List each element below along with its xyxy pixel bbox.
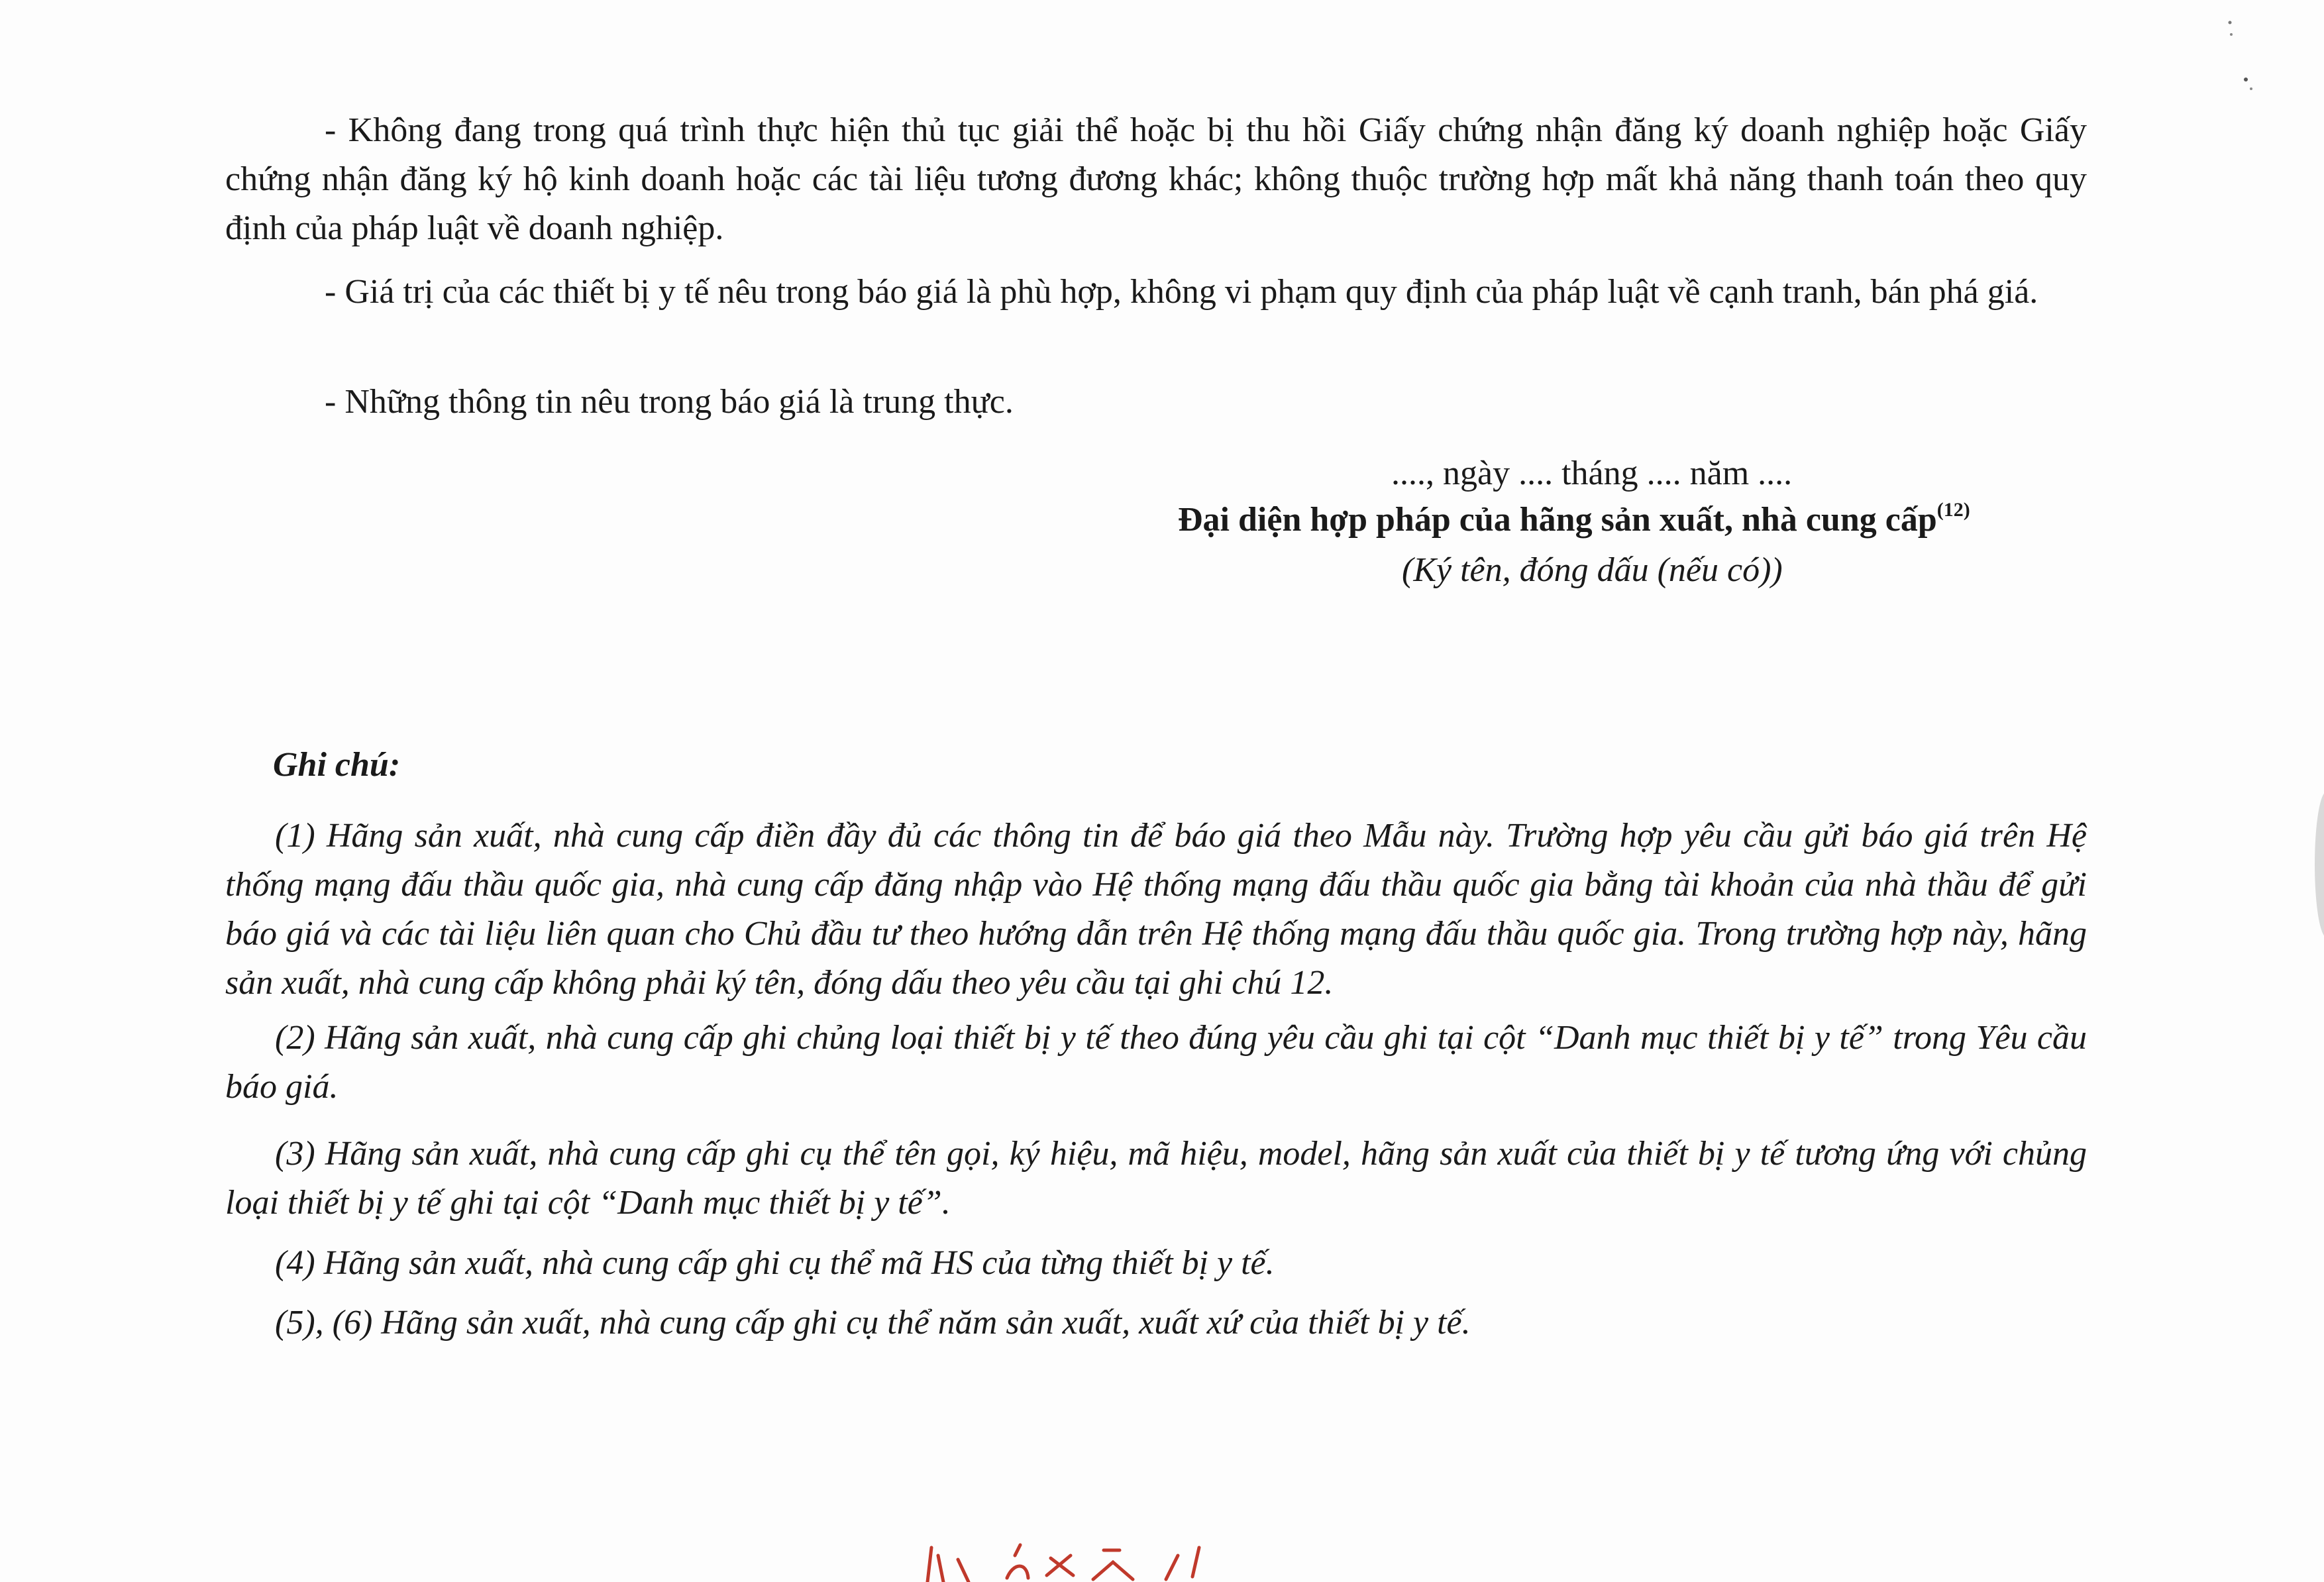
signature-title-text: Đại diện hợp pháp của hãng sản xuất, nhà cung cấp [1178,501,1937,539]
note-item-4: (4) Hãng sản xuất, nhà cung cấp ghi cụ thể mã HS của từng thiết bị y tế. [275,1244,1275,1282]
commitment-truthful: - Những thông tin nêu trong báo giá là trung thực. [325,383,1014,421]
signature-date-line: ...., ngày .... tháng .... năm .... [1391,454,1793,492]
scan-edge-shadow-icon [2304,788,2324,941]
commitment-pricing: - Giá trị của các thiết bị y tế nêu trong báo giá là phù hợp, không vi phạm quy định của pháp luật về cạnh tranh, bán phá giá. [325,273,2038,311]
note-item-3: (3) Hãng sản xuất, nhà cung cấp ghi cụ thể tên gọi, ký hiệu, mã hiệu, model, hãng sản xuất của thiết bị y tế tương ứng với chủng loại thiết bị y tế ghi tại cột “Danh mục thiết bị y tế”. [225,1135,2087,1222]
scan-speck-icon [2225,19,2238,38]
notes-heading: Ghi chú: [273,746,401,784]
note-item-2: (2) Hãng sản xuất, nhà cung cấp ghi chủng loại thiết bị y tế theo đúng yêu cầu ghi tại cột “Danh mục thiết bị y tế” trong Yêu cầu báo giá. [225,1019,2087,1106]
commitment-dissolution: - Không đang trong quá trình thực hiện thủ tục giải thể hoặc bị thu hồi Giấy chứng nhận đăng ký doanh nghiệp hoặc Giấy chứng nhận đăng ký hộ kinh doanh hoặc các tài liệu tương đương khác; không thuộc trường hợp mất khả năng thanh toán theo quy định của pháp luật về doanh nghiệp. [225,111,2087,247]
note-item-1: (1) Hãng sản xuất, nhà cung cấp điền đầy đủ các thông tin để báo giá theo Mẫu này. Trường hợp yêu cầu gửi báo giá trên Hệ thống mạng đấu thầu quốc gia, nhà cung cấp đăng nhập vào Hệ thống mạng đấu thầu quốc gia bằng tài khoản của nhà thầu để gửi báo giá và các tài liệu liên quan cho Chủ đầu tư theo hướng dẫn trên Hệ thống mạng đấu thầu quốc gia. Trong trường hợp này, hãng sản xuất, nhà cung cấp không phải ký tên, đóng dấu theo yêu cầu tại ghi chú 12. [225,817,2087,1002]
note-item-5-6: (5), (6) Hãng sản xuất, nhà cung cấp ghi cụ thể năm sản xuất, xuất xứ của thiết bị y tế. [275,1304,1471,1342]
signature-title-footnote: (12) [1936,499,1970,521]
signature-instructions: (Ký tên, đóng dấu (nếu có)) [1402,551,1783,589]
signature-title [1178,497,1970,543]
scan-speck-icon [2242,73,2255,93]
stamp-fragment-icon [914,1536,1206,1582]
